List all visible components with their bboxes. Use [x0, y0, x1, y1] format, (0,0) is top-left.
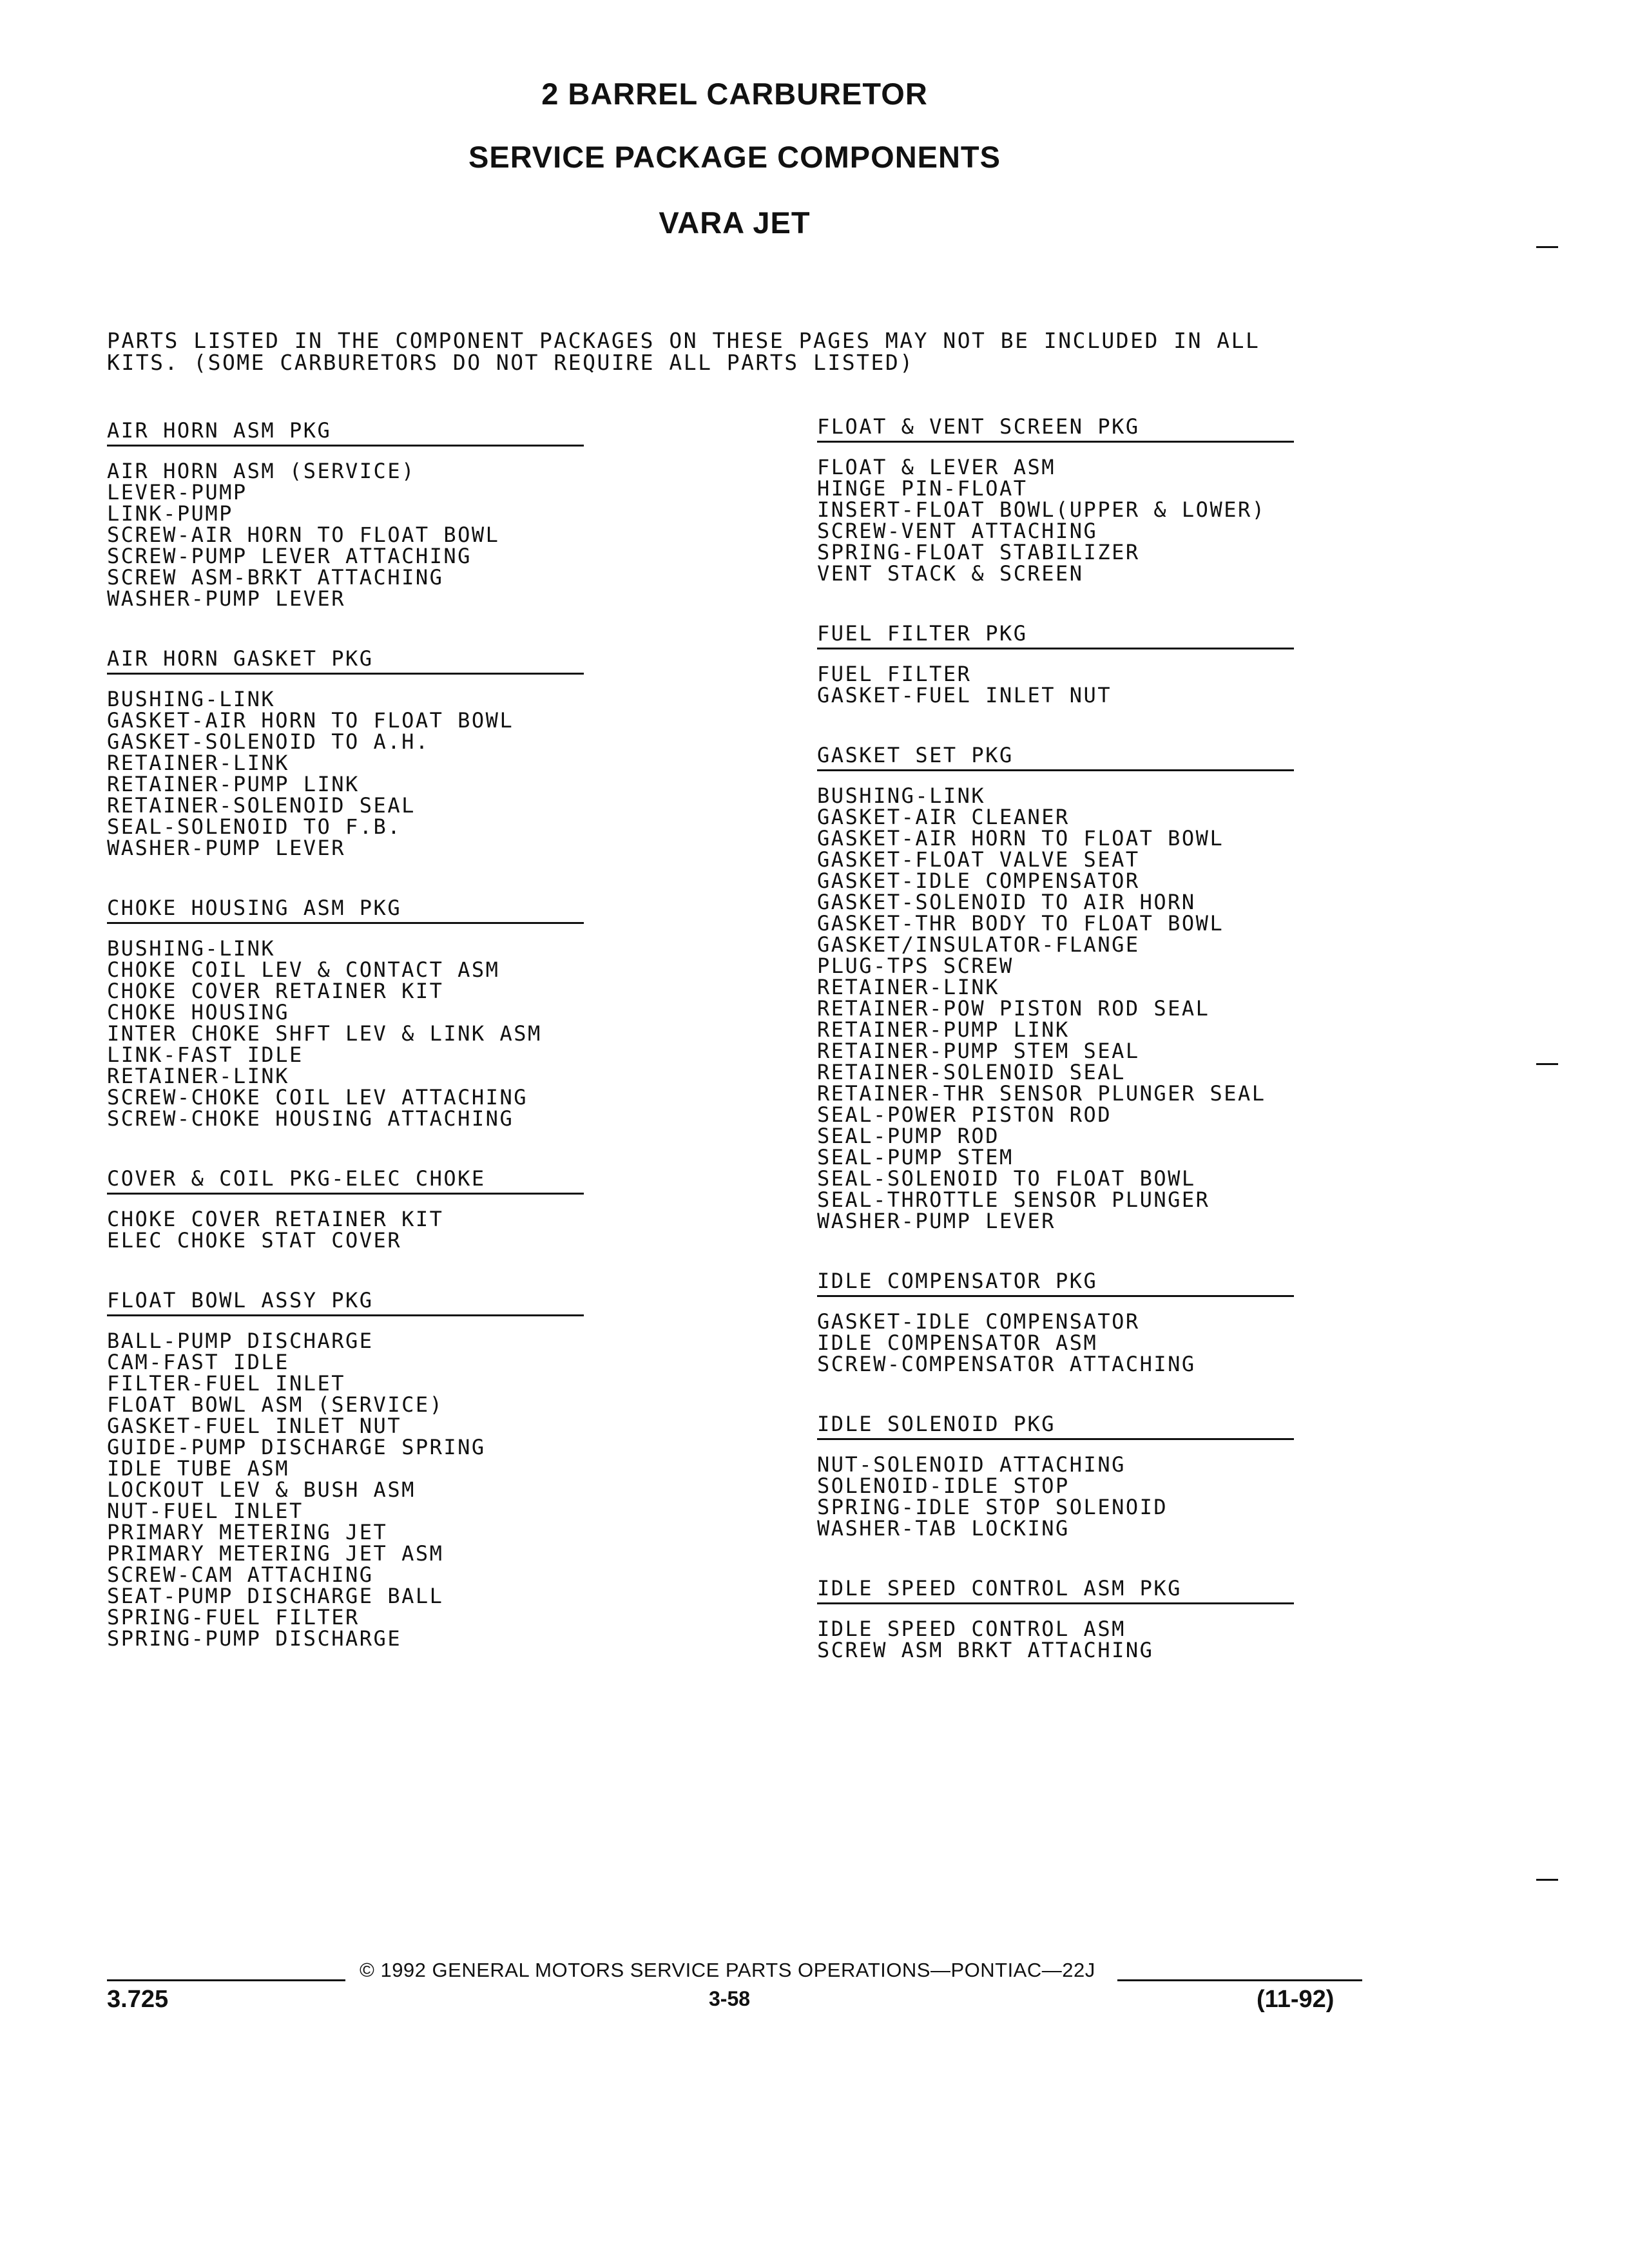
parts-list	[107, 461, 597, 610]
package-section	[107, 895, 597, 1129]
part-item: RETAINER-LINK	[107, 751, 289, 775]
package-section	[817, 1268, 1307, 1375]
part-item: SEAL-THROTTLE SENSOR PLUNGER	[817, 1187, 1210, 1212]
part-item: PRIMARY METERING JET	[107, 1520, 388, 1544]
part-item: FUEL FILTER	[817, 662, 972, 686]
part-item: SCREW-VENT ATTACHING	[817, 519, 1098, 543]
parts-list	[107, 689, 597, 859]
part-item: SCREW-CHOKE COIL LEV ATTACHING	[107, 1085, 528, 1110]
part-item: RETAINER-POW PISTON ROD SEAL	[817, 996, 1210, 1021]
part-item: VENT STACK & SCREEN	[817, 561, 1084, 586]
part-item: WASHER-PUMP LEVER	[817, 1209, 1056, 1233]
footer-rule-left	[107, 1979, 345, 1981]
package-section	[817, 1411, 1307, 1539]
parts-list	[817, 664, 1307, 706]
part-item: WASHER-TAB LOCKING	[817, 1516, 1070, 1541]
part-item: GASKET-AIR CLEANER	[817, 805, 1070, 829]
part-item: ELEC CHOKE STAT COVER	[107, 1228, 402, 1253]
part-item: BUSHING-LINK	[817, 783, 986, 808]
part-item: SCREW ASM BRKT ATTACHING	[817, 1638, 1154, 1662]
section-heading: IDLE SPEED CONTROL ASM PKG	[817, 1575, 1294, 1604]
part-item: RETAINER-LINK	[817, 975, 999, 999]
part-item: BUSHING-LINK	[107, 687, 276, 711]
part-item: LINK-FAST IDLE	[107, 1043, 304, 1067]
part-item: GASKET-IDLE COMPENSATOR	[817, 869, 1140, 893]
part-item: FILTER-FUEL INLET	[107, 1371, 346, 1396]
left-column	[107, 418, 597, 1686]
part-item: GASKET-IDLE COMPENSATOR	[817, 1309, 1140, 1334]
part-item: RETAINER-LINK	[107, 1064, 289, 1088]
part-item: GASKET-SOLENOID TO A.H.	[107, 729, 430, 754]
part-item: SCREW-COMPENSATOR ATTACHING	[817, 1352, 1196, 1376]
parts-list	[107, 1331, 597, 1649]
part-item: SEAL-PUMP STEM	[817, 1145, 1014, 1169]
part-item: RETAINER-SOLENOID SEAL	[107, 793, 416, 818]
part-item: SEAL-POWER PISTON ROD	[817, 1102, 1112, 1127]
parts-list	[817, 1619, 1307, 1661]
section-heading: GASKET SET PKG	[817, 742, 1294, 771]
part-item: CHOKE HOUSING	[107, 1000, 289, 1024]
package-section	[107, 646, 597, 859]
part-item: FLOAT BOWL ASM (SERVICE)	[107, 1392, 444, 1417]
part-item: IDLE TUBE ASM	[107, 1456, 289, 1481]
intro-note: PARTS LISTED IN THE COMPONENT PACKAGES ON THESE PAGES MAY NOT BE INCLUDED IN ALL KITS. (SOME CARBURETORS DO NOT REQUIRE ALL PARTS LISTED)	[107, 328, 1260, 375]
margin-mark	[1536, 246, 1558, 248]
part-item: BUSHING-LINK	[107, 936, 276, 961]
part-item: NUT-SOLENOID ATTACHING	[817, 1452, 1126, 1477]
page-subtitle: SERVICE PACKAGE COMPONENTS	[468, 140, 1001, 174]
part-item: GASKET-FLOAT VALVE SEAT	[817, 847, 1140, 872]
part-item: SCREW-AIR HORN TO FLOAT BOWL	[107, 523, 500, 547]
package-section	[817, 742, 1307, 1232]
section-heading: FLOAT BOWL ASSY PKG	[107, 1287, 584, 1316]
part-item: GASKET-THR BODY TO FLOAT BOWL	[817, 911, 1224, 936]
part-item: IDLE SPEED CONTROL ASM	[817, 1617, 1126, 1641]
part-item: LOCKOUT LEV & BUSH ASM	[107, 1477, 416, 1502]
part-item: SCREW ASM-BRKT ATTACHING	[107, 565, 444, 590]
parts-list	[817, 785, 1307, 1232]
part-item: CHOKE COVER RETAINER KIT	[107, 979, 444, 1003]
part-item: LEVER-PUMP	[107, 480, 247, 505]
part-item: GUIDE-PUMP DISCHARGE SPRING	[107, 1435, 486, 1459]
parts-list	[817, 457, 1307, 584]
package-section	[817, 1575, 1307, 1661]
part-item: GASKET-FUEL INLET NUT	[107, 1414, 402, 1438]
part-item: GASKET/INSULATOR-FLANGE	[817, 932, 1140, 957]
footer-page-number: 3-58	[709, 1987, 751, 2010]
parts-list	[107, 1209, 597, 1251]
section-heading: FUEL FILTER PKG	[817, 620, 1294, 649]
part-item: IDLE COMPENSATOR ASM	[817, 1331, 1098, 1355]
part-item: BALL-PUMP DISCHARGE	[107, 1329, 374, 1353]
part-item: GASKET-FUEL INLET NUT	[817, 683, 1112, 707]
part-item: PLUG-TPS SCREW	[817, 954, 1014, 978]
part-item: WASHER-PUMP LEVER	[107, 586, 346, 611]
part-item: GASKET-AIR HORN TO FLOAT BOWL	[107, 708, 514, 733]
part-item: SPRING-FLOAT STABILIZER	[817, 540, 1140, 564]
part-item: SCREW-PUMP LEVER ATTACHING	[107, 544, 472, 568]
part-item: CHOKE COVER RETAINER KIT	[107, 1207, 444, 1231]
part-item: SPRING-IDLE STOP SOLENOID	[817, 1495, 1168, 1519]
part-item: SEAL-PUMP ROD	[817, 1124, 999, 1148]
part-item: SCREW-CAM ATTACHING	[107, 1562, 374, 1587]
part-item: GASKET-SOLENOID TO AIR HORN	[817, 890, 1196, 914]
footer-date-code: (11-92)	[1257, 1986, 1335, 2013]
part-item: FLOAT & LEVER ASM	[817, 455, 1056, 479]
package-section	[817, 620, 1307, 706]
page-title: 2 BARREL CARBURETOR	[541, 77, 928, 111]
part-item: SPRING-PUMP DISCHARGE	[107, 1626, 402, 1651]
package-section	[107, 1166, 597, 1251]
part-item: SOLENOID-IDLE STOP	[817, 1474, 1070, 1498]
package-section	[107, 1287, 597, 1649]
margin-mark	[1536, 1063, 1558, 1065]
right-column	[817, 414, 1307, 1697]
margin-mark	[1536, 1879, 1558, 1881]
part-item: CHOKE COIL LEV & CONTACT ASM	[107, 957, 500, 982]
part-item: GASKET-AIR HORN TO FLOAT BOWL	[817, 826, 1224, 850]
parts-list	[817, 1454, 1307, 1539]
part-item: RETAINER-THR SENSOR PLUNGER SEAL	[817, 1081, 1266, 1106]
section-heading: COVER & COIL PKG-ELEC CHOKE	[107, 1166, 584, 1195]
parts-list	[107, 938, 597, 1129]
part-item: SEAT-PUMP DISCHARGE BALL	[107, 1584, 444, 1608]
section-heading: IDLE SOLENOID PKG	[817, 1411, 1294, 1440]
package-section	[817, 414, 1307, 584]
footer-left-code: 3.725	[107, 1986, 169, 2013]
part-item: SEAL-SOLENOID TO F.B.	[107, 814, 402, 839]
part-item: RETAINER-PUMP STEM SEAL	[817, 1039, 1140, 1063]
section-heading: CHOKE HOUSING ASM PKG	[107, 895, 584, 924]
part-item: PRIMARY METERING JET ASM	[107, 1541, 444, 1566]
page-subtitle-2: VARA JET	[659, 206, 811, 240]
part-item: INSERT-FLOAT BOWL(UPPER & LOWER)	[817, 497, 1266, 522]
part-item: AIR HORN ASM (SERVICE)	[107, 459, 416, 483]
part-item: LINK-PUMP	[107, 501, 233, 526]
part-item: SEAL-SOLENOID TO FLOAT BOWL	[817, 1166, 1196, 1191]
part-item: CAM-FAST IDLE	[107, 1350, 289, 1374]
footer-copyright: © 1992 GENERAL MOTORS SERVICE PARTS OPERATIONS—PONTIAC—22J	[360, 1959, 1095, 1981]
part-item: HINGE PIN-FLOAT	[817, 476, 1028, 501]
part-item: NUT-FUEL INLET	[107, 1499, 304, 1523]
parts-list	[817, 1311, 1307, 1375]
section-heading: AIR HORN ASM PKG	[107, 418, 584, 447]
section-heading: IDLE COMPENSATOR PKG	[817, 1268, 1294, 1297]
part-item: INTER CHOKE SHFT LEV & LINK ASM	[107, 1021, 542, 1046]
part-item: WASHER-PUMP LEVER	[107, 836, 346, 860]
part-item: RETAINER-SOLENOID SEAL	[817, 1060, 1126, 1084]
section-heading: AIR HORN GASKET PKG	[107, 646, 584, 675]
footer-rule-right	[1117, 1979, 1362, 1981]
part-item: RETAINER-PUMP LINK	[107, 772, 360, 796]
package-section	[107, 418, 597, 610]
part-item: RETAINER-PUMP LINK	[817, 1017, 1070, 1042]
part-item: SPRING-FUEL FILTER	[107, 1605, 360, 1629]
part-item: SCREW-CHOKE HOUSING ATTACHING	[107, 1106, 514, 1131]
section-heading: FLOAT & VENT SCREEN PKG	[817, 414, 1294, 443]
